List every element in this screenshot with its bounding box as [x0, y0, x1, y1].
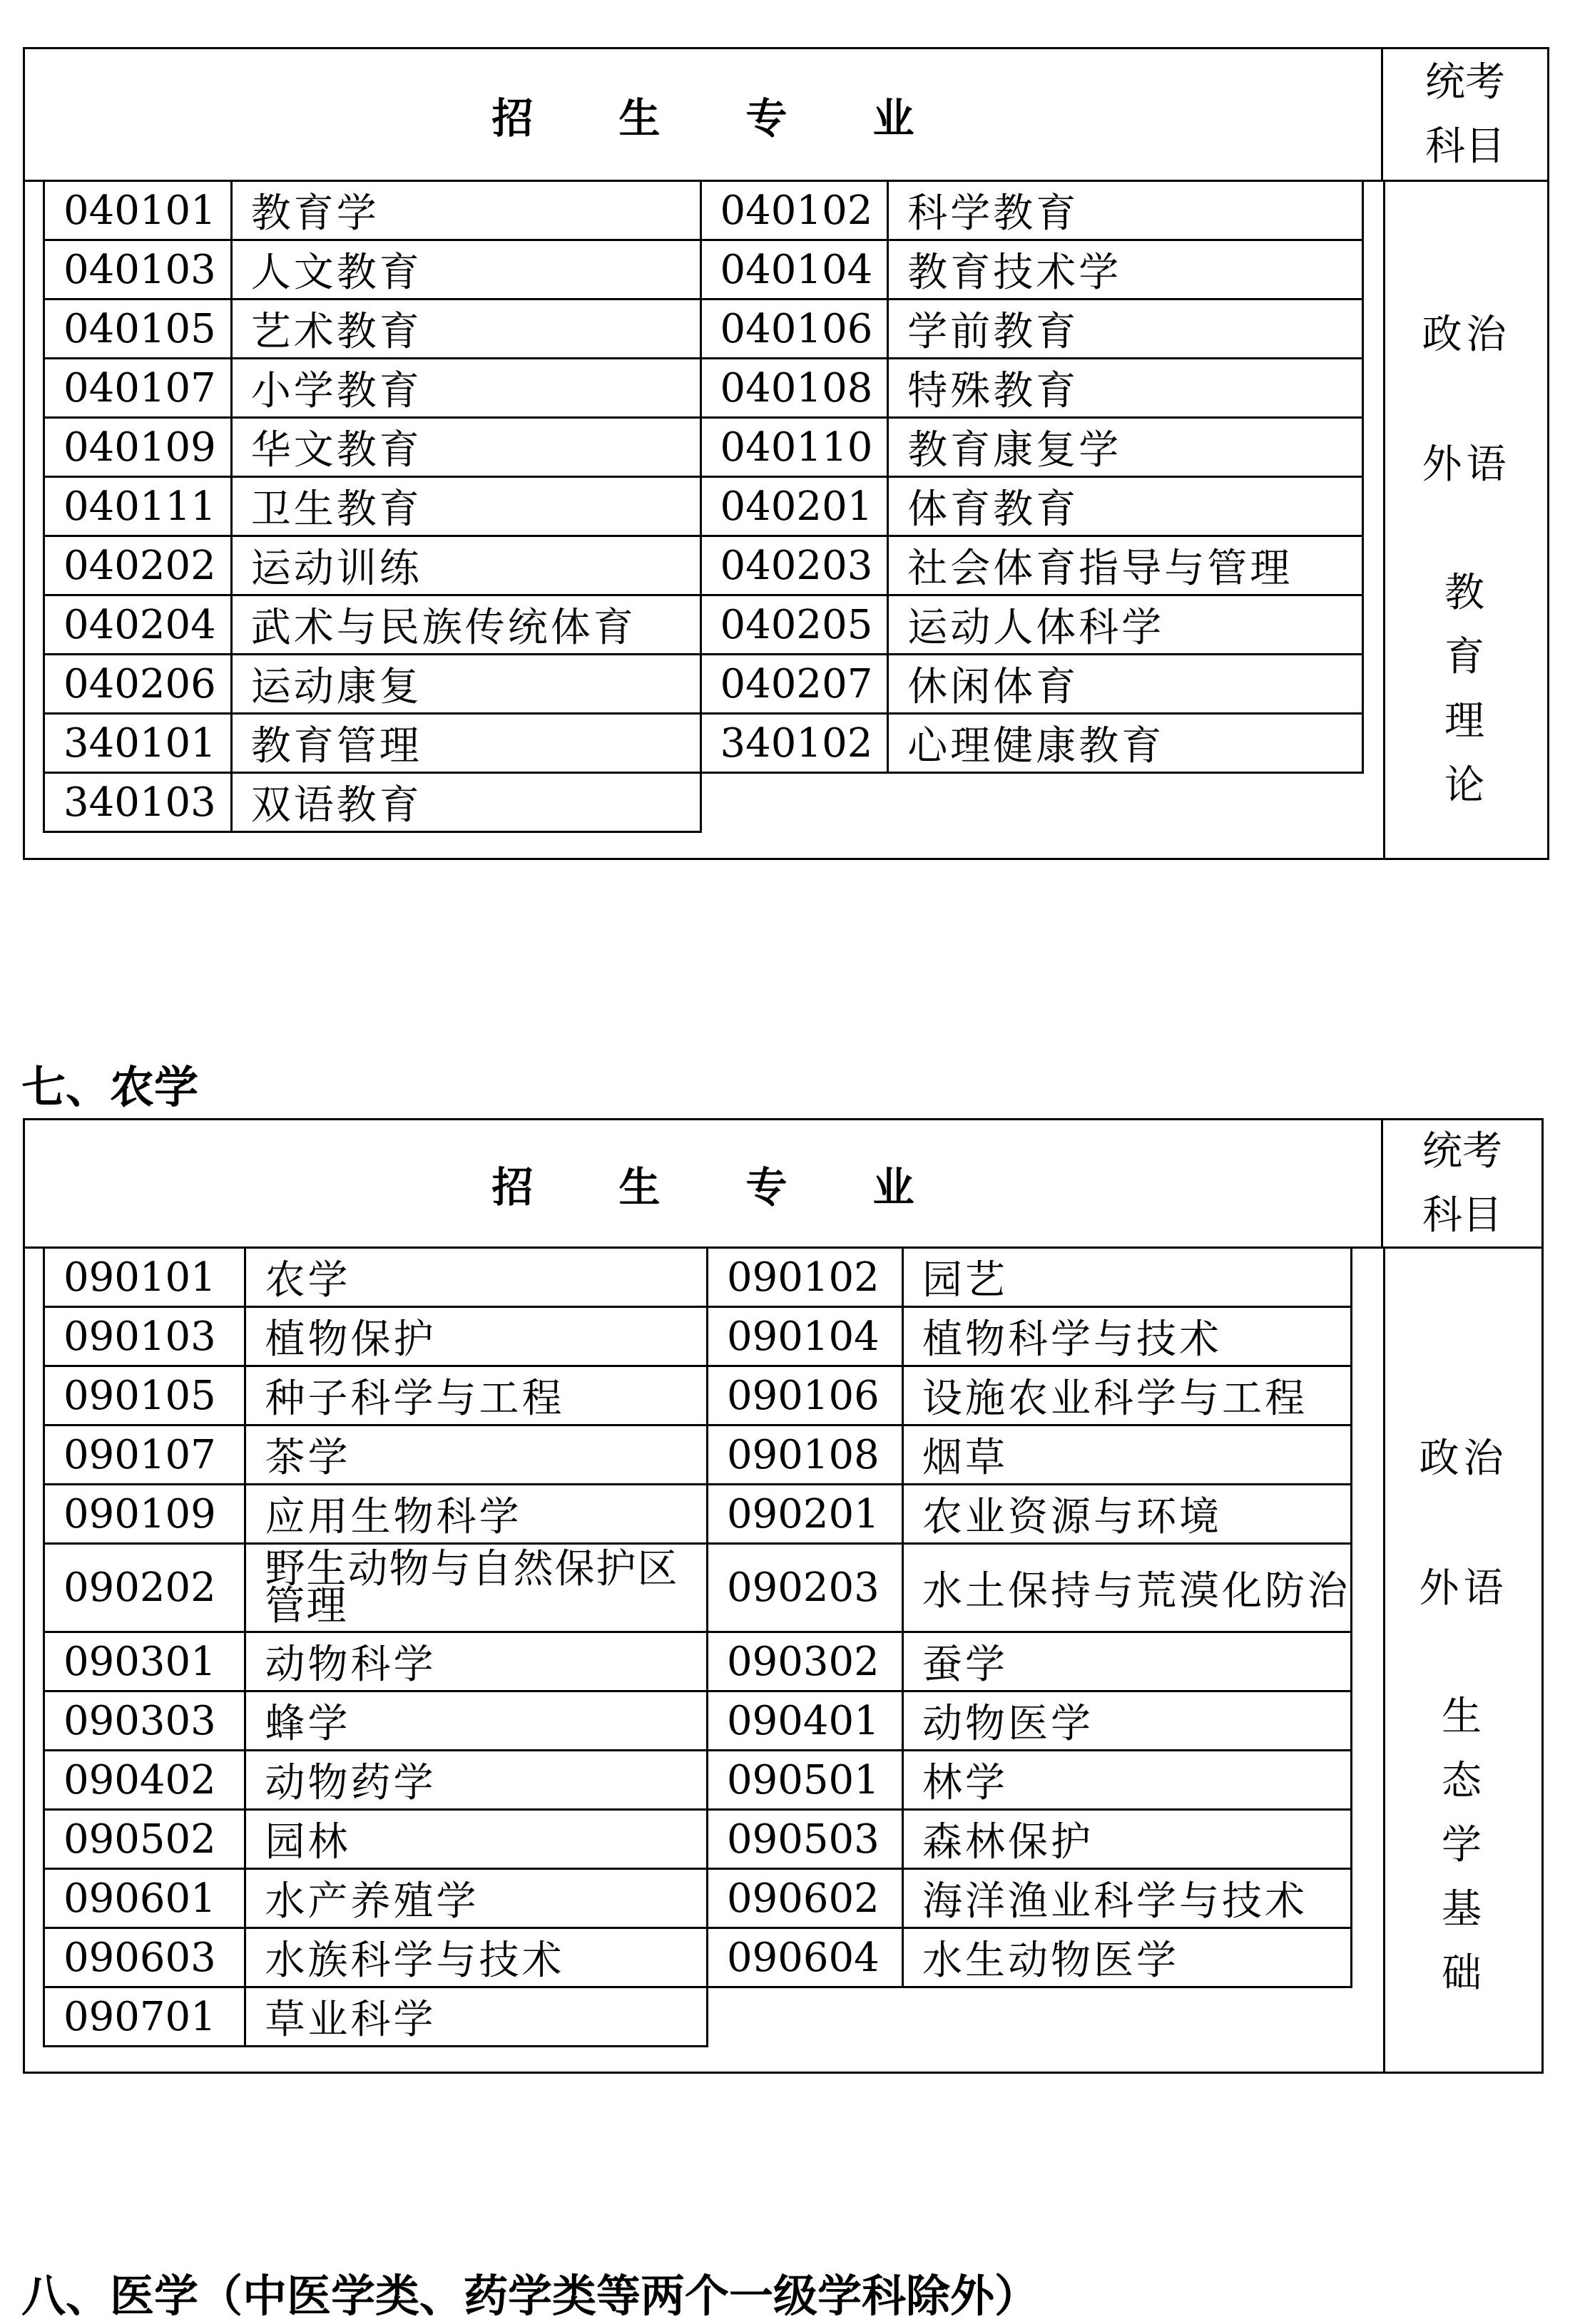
table-row	[44, 655, 1363, 714]
major-code: 090602	[707, 1869, 902, 1928]
major-code: 040102	[700, 181, 888, 240]
table2-subjects-column	[1383, 1249, 1541, 2072]
major-name: 野生动物与自然保护区管理	[245, 1544, 707, 1632]
major-code: 040201	[700, 477, 888, 536]
major-code: 090701	[44, 1987, 245, 2047]
table2-header-exam-subjects	[1383, 1120, 1541, 1249]
major-name: 水产养殖学	[245, 1869, 707, 1928]
major-code: 040105	[44, 300, 232, 359]
major-name: 艺术教育	[231, 300, 700, 359]
major-name: 特殊教育	[888, 359, 1363, 418]
major-code: 040107	[44, 359, 232, 418]
major-code: 090104	[707, 1307, 902, 1366]
major-name: 教育管理	[231, 714, 700, 773]
major-name: 蚕学	[902, 1632, 1351, 1691]
table-row	[44, 477, 1363, 536]
major-code: 090106	[707, 1366, 902, 1425]
major-name: 社会体育指导与管理	[888, 536, 1363, 595]
major-name: 学前教育	[888, 300, 1363, 359]
major-name: 教育学	[231, 181, 700, 240]
major-name: 双语教育	[231, 773, 700, 832]
subject-foreign-language: 外语	[1422, 441, 1511, 488]
major-name: 教育技术学	[888, 240, 1363, 300]
major-code: 090105	[44, 1366, 245, 1425]
major-name: 水生动物医学	[902, 1928, 1351, 1987]
major-name: 农业资源与环境	[902, 1485, 1351, 1544]
major-code: 040103	[44, 240, 232, 300]
table-row	[44, 1928, 1352, 1987]
table-row	[44, 1485, 1352, 1544]
major-name: 农学	[245, 1248, 707, 1307]
major-name: 教育康复学	[888, 418, 1363, 477]
major-name: 动物科学	[245, 1632, 707, 1691]
table-row	[44, 1987, 1352, 2047]
major-name: 种子科学与工程	[245, 1366, 707, 1425]
major-name: 运动人体科学	[888, 595, 1363, 655]
subject-education-theory: 教育理论	[1444, 570, 1490, 809]
major-code: 040110	[700, 418, 888, 477]
major-code: 090301	[44, 1632, 245, 1691]
empty-cell	[707, 1987, 1351, 2047]
major-name: 海洋渔业科学与技术	[902, 1869, 1351, 1928]
major-code: 090303	[44, 1691, 245, 1751]
major-code: 040207	[700, 655, 888, 714]
major-name: 科学教育	[888, 181, 1363, 240]
table-row	[44, 1307, 1352, 1366]
major-code: 090302	[707, 1632, 902, 1691]
major-code: 090502	[44, 1810, 245, 1869]
major-code: 090101	[44, 1248, 245, 1307]
major-name: 植物保护	[245, 1307, 707, 1366]
table2-header-majors	[25, 1120, 1383, 1249]
major-name: 运动训练	[231, 536, 700, 595]
table-row	[44, 240, 1363, 300]
major-code: 090109	[44, 1485, 245, 1544]
major-name: 动物药学	[245, 1751, 707, 1810]
table-row	[44, 1691, 1352, 1751]
table1-header-exam-subjects	[1383, 49, 1547, 182]
major-code: 090604	[707, 1928, 902, 1987]
major-code: 090108	[707, 1425, 902, 1485]
table-row	[44, 1810, 1352, 1869]
major-code: 090203	[707, 1544, 902, 1632]
major-name: 体育教育	[888, 477, 1363, 536]
major-code: 090402	[44, 1751, 245, 1810]
table-row	[44, 1751, 1352, 1810]
major-name: 园林	[245, 1810, 707, 1869]
header-side-text: 统考科目	[1425, 58, 1505, 170]
major-code: 090603	[44, 1928, 245, 1987]
major-name: 应用生物科学	[245, 1485, 707, 1544]
major-code: 040109	[44, 418, 232, 477]
major-code: 340102	[700, 714, 888, 773]
major-code: 040111	[44, 477, 232, 536]
table2-majors-grid	[43, 1247, 1352, 2047]
table1-subjects-column	[1383, 182, 1547, 858]
major-code: 040104	[700, 240, 888, 300]
subject-ecology-basics: 生态学基础	[1442, 1694, 1487, 1997]
major-name: 动物医学	[902, 1691, 1351, 1751]
table-row	[44, 300, 1363, 359]
major-name: 茶学	[245, 1425, 707, 1485]
major-code: 340103	[44, 773, 232, 832]
major-name: 水族科学与技术	[245, 1928, 707, 1987]
table-row	[44, 181, 1363, 240]
table-row	[44, 1366, 1352, 1425]
major-name: 人文教育	[231, 240, 700, 300]
table-row	[44, 1869, 1352, 1928]
major-code: 090503	[707, 1810, 902, 1869]
major-name: 园艺	[902, 1248, 1351, 1307]
major-name: 休闲体育	[888, 655, 1363, 714]
header-title: 招生专业	[491, 1162, 1000, 1212]
major-name: 水土保持与荒漠化防治	[902, 1544, 1351, 1632]
subject-foreign-language: 外语	[1419, 1565, 1508, 1612]
table-row	[44, 1248, 1352, 1307]
major-code: 040106	[700, 300, 888, 359]
major-name: 设施农业科学与工程	[902, 1366, 1351, 1425]
major-name: 小学教育	[231, 359, 700, 418]
section-heading-medicine: 八、医学（中医学类、药学类等两个一级学科除外）	[21, 2270, 1039, 2322]
major-code: 090107	[44, 1425, 245, 1485]
table-row	[44, 595, 1363, 655]
major-code: 090601	[44, 1869, 245, 1928]
table-row	[44, 418, 1363, 477]
empty-cell	[700, 773, 1362, 832]
major-code: 090501	[707, 1751, 902, 1810]
major-code: 090103	[44, 1307, 245, 1366]
major-code: 090202	[44, 1544, 245, 1632]
table1-header-majors	[25, 49, 1383, 182]
major-name: 运动康复	[231, 655, 700, 714]
major-name: 卫生教育	[231, 477, 700, 536]
table-row	[44, 714, 1363, 773]
subject-politics: 政治	[1419, 1435, 1508, 1482]
table-row	[44, 359, 1363, 418]
major-name: 心理健康教育	[888, 714, 1363, 773]
major-name: 武术与民族传统体育	[231, 595, 700, 655]
table-row	[44, 1632, 1352, 1691]
major-code: 090401	[707, 1691, 902, 1751]
major-name: 华文教育	[231, 418, 700, 477]
major-code: 040108	[700, 359, 888, 418]
table-row	[44, 1544, 1352, 1632]
table-row	[44, 536, 1363, 595]
major-name: 植物科学与技术	[902, 1307, 1351, 1366]
subject-politics: 政治	[1422, 312, 1511, 358]
major-code: 040203	[700, 536, 888, 595]
table1-majors-grid	[43, 180, 1364, 833]
major-name: 草业科学	[245, 1987, 707, 2047]
header-side-text: 统考科目	[1422, 1127, 1502, 1239]
major-code: 040101	[44, 181, 232, 240]
header-title: 招生专业	[491, 93, 1000, 143]
major-code: 040202	[44, 536, 232, 595]
major-code: 090102	[707, 1248, 902, 1307]
major-name: 蜂学	[245, 1691, 707, 1751]
major-name: 森林保护	[902, 1810, 1351, 1869]
major-name: 林学	[902, 1751, 1351, 1810]
major-code: 040206	[44, 655, 232, 714]
major-code: 040205	[700, 595, 888, 655]
major-code: 340101	[44, 714, 232, 773]
table-row	[44, 773, 1363, 832]
major-code: 090201	[707, 1485, 902, 1544]
major-code: 040204	[44, 595, 232, 655]
major-name: 烟草	[902, 1425, 1351, 1485]
section-heading-agriculture: 七、农学	[21, 1061, 199, 1113]
table-row	[44, 1425, 1352, 1485]
